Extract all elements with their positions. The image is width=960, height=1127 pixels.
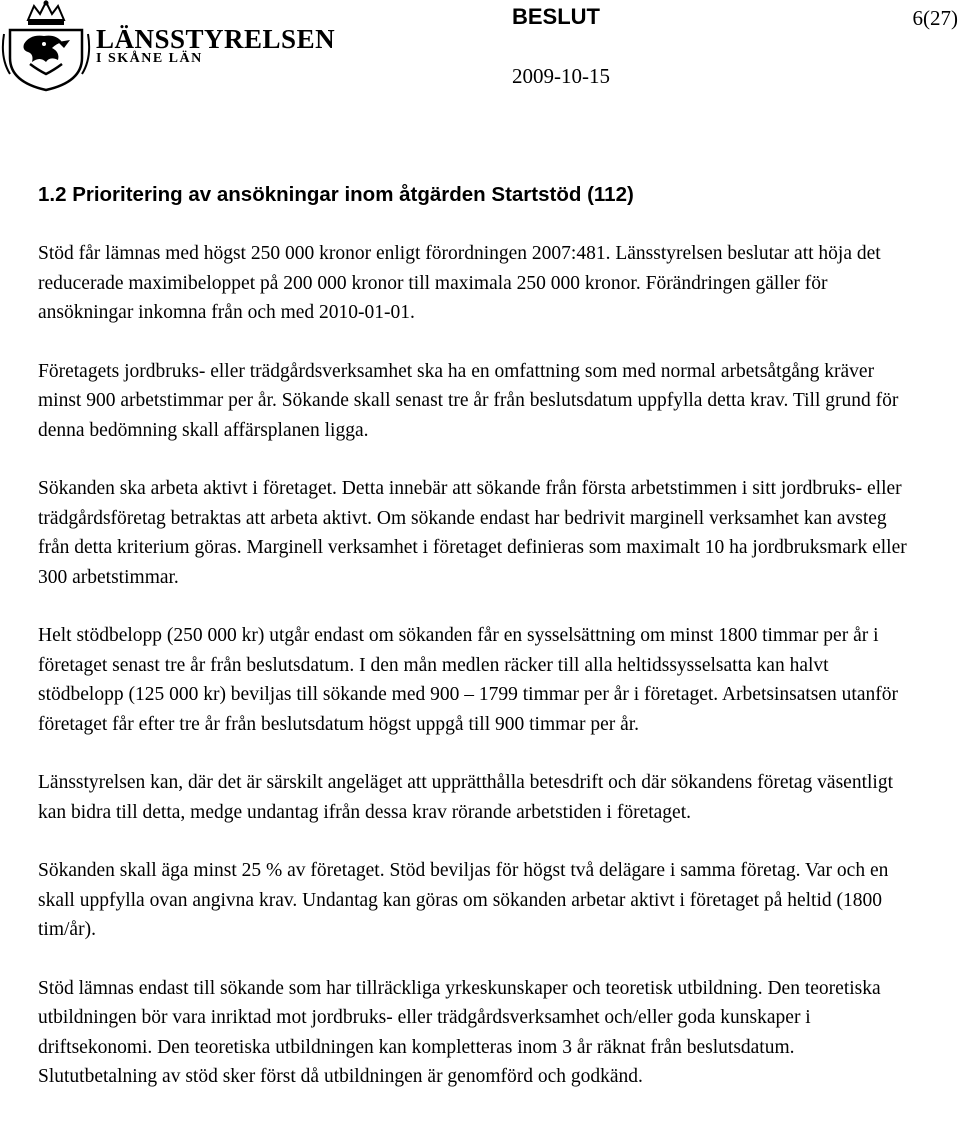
paragraph-business-scope: Företagets jordbruks- eller trädgårdsverksamhet ska ha en omfattning som med normal arbetsåtgång kräver minst 900 arbetstimmar per år. Sökande skall senast tre år från beslutsdatum uppfylla detta krav. Till grund för denna bedömning skall affärsplanen ligga. bbox=[38, 360, 899, 441]
org-sub-name: I SKÅNE LÄN bbox=[96, 51, 203, 66]
org-name: LÄNSSTYRELSEN bbox=[96, 24, 336, 54]
section-heading: 1.2 Prioritering av ansökningar inom åtgärden Startstöd (112) bbox=[38, 183, 634, 206]
paragraph-education: Stöd lämnas endast till sökande som har tillräckliga yrkeskunskaper och teoretisk utbildning. Den teoretiska utbildningen bör vara inriktad mot jordbruks- eller trädgårdsverksamhet och/eller goda kunskaper i driftsekonomi. Den teoretiska utbildningen kan kompletteras inom 3 år räknat från beslutsdatum. Slututbetalning av stöd sker först då utbildningen är genomförd och godkänd. bbox=[38, 977, 881, 1087]
document-body bbox=[38, 239, 908, 1121]
paragraph-active-work: Sökanden ska arbeta aktivt i företaget. Detta innebär att sökande från första arbetstimmen i sitt jordbruks- eller trädgårdsföretag betraktas att arbeta aktivt. Om sökande endast har bedrivit marginell verksamhet kan avsteg från detta kriterium göras. Marginell verksamhet i företaget definieras som maximalt 10 ha jordbruksmark eller 300 arbetstimmar. bbox=[38, 478, 907, 588]
paragraph-full-support: Helt stödbelopp (250 000 kr) utgår endast om sökanden får en sysselsättning om minst 1800 timmar per år i företaget senast tre år från beslutsdatum. I den mån medlen räcker till alla heltidssysselsatta kan halvt stödbelopp (125 000 kr) beviljas till sökande med 900 – 1799 timmar per år i företaget. Arbetsinsatsen utanför företaget får efter tre år från beslutsdatum högst uppgå till 900 timmar per år. bbox=[38, 625, 898, 735]
document-type: BESLUT bbox=[512, 4, 600, 29]
paragraph-ownership: Sökanden skall äga minst 25 % av företaget. Stöd beviljas för högst två delägare i samma företag. Var och en skall uppfylla ovan angivna krav. Undantag kan göras om sökanden arbetar aktivt i företaget på heltid (1800 tim/år). bbox=[38, 860, 889, 940]
lansstyrelsen-logo bbox=[0, 0, 345, 95]
paragraph-support-amount: Stöd får lämnas med högst 250 000 kronor enligt förordningen 2007:481. Länsstyrelsen beslutar att höja det reducerade maximibeloppet på 200 000 kronor till maximala 250 000 kronor. Förändringen gäller för ansökningar inkomna från och med 2010-01-01. bbox=[38, 243, 881, 323]
page-number: 6(27) bbox=[912, 6, 958, 30]
paragraph-grazing-exception: Länsstyrelsen kan, där det är särskilt angeläget att upprätthålla betesdrift och där sökandens företag väsentligt kan bidra till detta, medge undantag ifrån dessa krav rörande arbetstiden i företaget. bbox=[38, 772, 893, 823]
document-date: 2009-10-15 bbox=[512, 64, 610, 88]
griffin-crest-icon bbox=[0, 0, 92, 92]
